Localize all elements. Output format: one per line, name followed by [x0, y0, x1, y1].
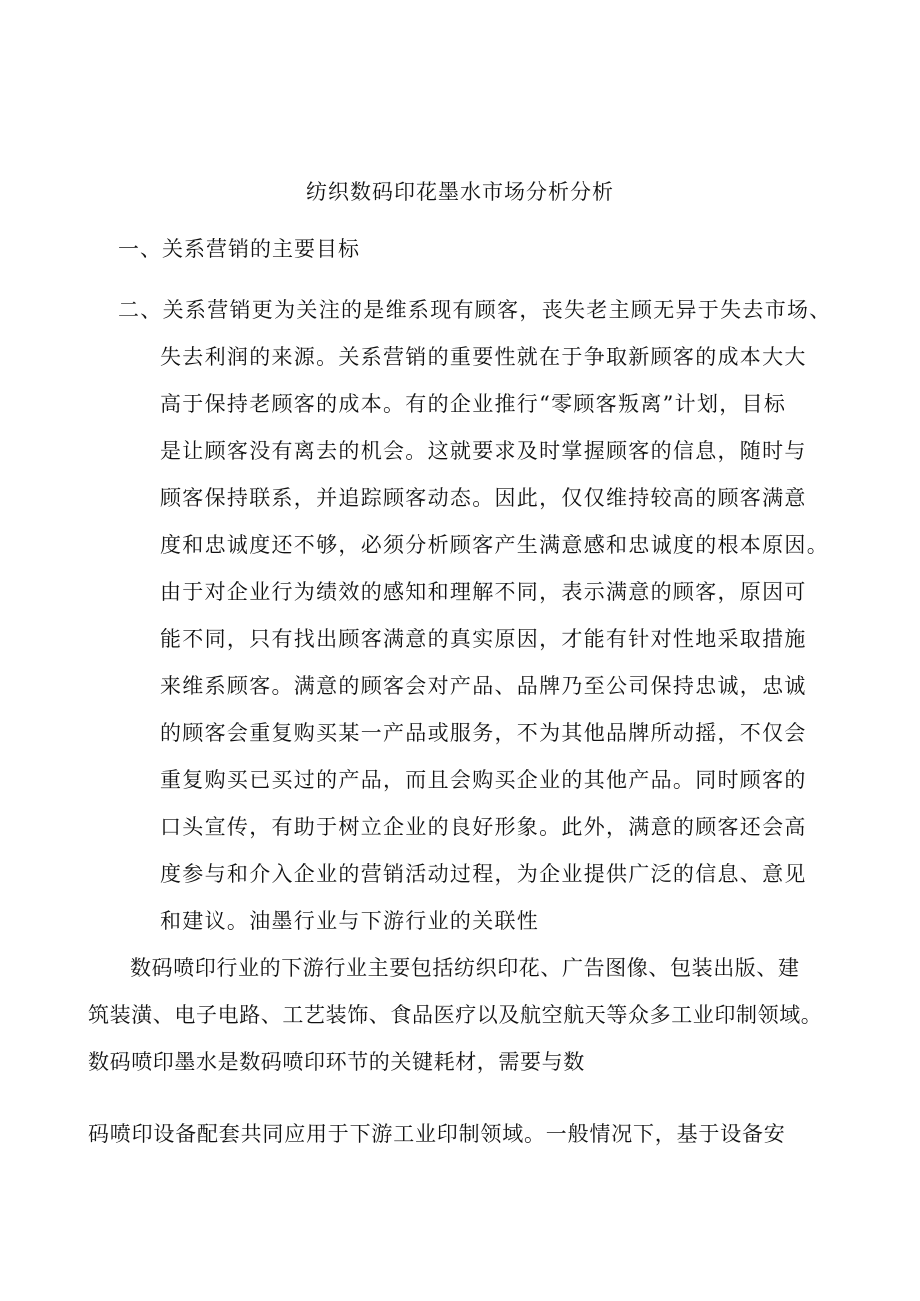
- paragraph-line: 口头宣传，有助于树立企业的良好形象。此外，满意的顾客还会高: [160, 815, 807, 839]
- paragraph-line: 筑装潢、电子电路、工艺装饰、食品医疗以及航空航天等众多工业印制领域。: [88, 1003, 823, 1027]
- paragraph-line: 数码喷印行业的下游行业主要包括纺织印花、广告图像、包装出版、建: [130, 956, 800, 980]
- paragraph-line: 度和忠诚度还不够，必须分析顾客产生满意感和忠诚度的根本原因。: [160, 533, 829, 557]
- paragraph-line: 来维系顾客。满意的顾客会对产品、品牌乃至公司保持忠诚，忠诚: [160, 674, 807, 698]
- paragraph-line: 的顾客会重复购买某一产品或服务，不为其他品牌所动摇，不仅会: [160, 721, 807, 745]
- section-heading-1: 一、关系营销的主要目标: [118, 237, 360, 261]
- paragraph-line: 失去利润的来源。关系营销的重要性就在于争取新顾客的成本大大: [160, 345, 807, 369]
- paragraph-line: 和建议。油墨行业与下游行业的关联性: [160, 909, 540, 933]
- paragraph-line: 二、关系营销更为关注的是维系现有顾客，丧失老主顾无异于失去市场、: [118, 298, 832, 322]
- paragraph-line: 顾客保持联系，并追踪顾客动态。因此，仅仅维持较高的顾客满意: [160, 486, 807, 510]
- paragraph-line: 能不同，只有找出顾客满意的真实原因，才能有针对性地采取措施: [160, 627, 807, 651]
- paragraph-line: 数码喷印墨水是数码喷印环节的关键耗材，需要与数: [88, 1050, 585, 1074]
- paragraph-line: 是让顾客没有离去的机会。这就要求及时掌握顾客的信息，随时与: [160, 439, 807, 463]
- paragraph-line: 由于对企业行为绩效的感知和理解不同，表示满意的顾客，原因可: [160, 580, 807, 604]
- section-2-paragraph: [118, 287, 840, 945]
- paragraph-line: 高于保持老顾客的成本。有的企业推行“零顾客叛离”计划，目标: [160, 392, 787, 416]
- paragraph-line: 度参与和介入企业的营销活动过程，为企业提供广泛的信息、意见: [160, 862, 807, 886]
- paragraph-line: 重复购买已买过的产品，而且会购买企业的其他产品。同时顾客的: [160, 768, 807, 792]
- continuation-line: 码喷印设备配套共同应用于下游工业印制领域。一般情况下，基于设备安: [88, 1122, 786, 1146]
- industry-paragraph: [88, 945, 840, 1086]
- document-title: 纺织数码印花墨水市场分析分析: [306, 180, 614, 204]
